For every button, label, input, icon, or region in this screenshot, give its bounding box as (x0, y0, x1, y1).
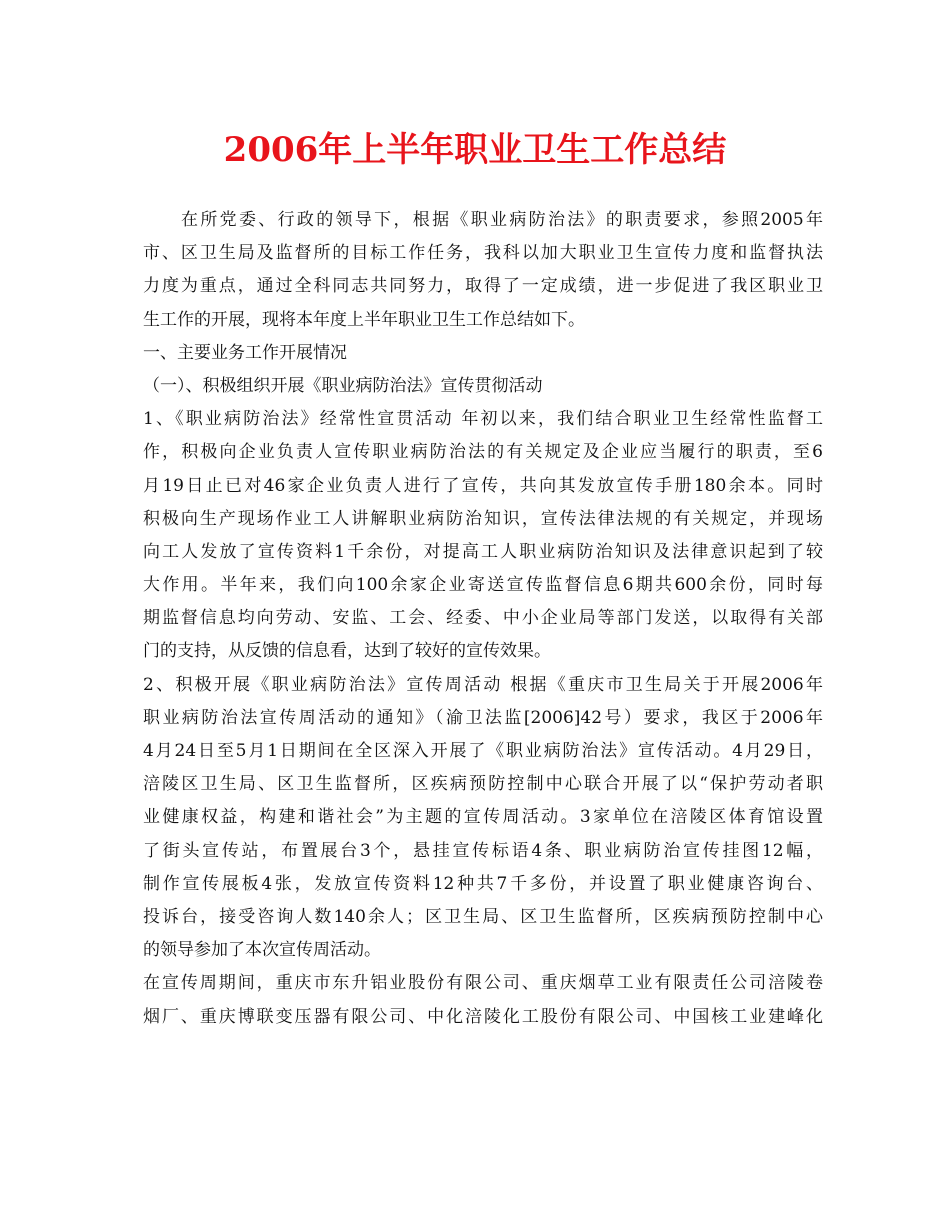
body-line: 积极向生产现场作业工人讲解职业病防治知识，宣传法律法规的有关规定，并现场 (143, 508, 823, 529)
body-line: 大作用。半年来，我们向100余家企业寄送宣传监督信息6期共600余份，同时每 (143, 575, 823, 596)
body-line: 业健康权益，构建和谐社会”为主题的宣传周活动。3家单位在涪陵区体育馆设置 (143, 807, 823, 828)
body-line: 市、区卫生局及监督所的目标工作任务，我科以加大职业卫生宣传力度和监督执法 (143, 243, 823, 264)
body-line: 2、积极开展《职业病防治法》宣传周活动 根据《重庆市卫生局关于开展2006年 (143, 674, 823, 695)
body-line: 力度为重点，通过全科同志共同努力，取得了一定成绩，进一步促进了我区职业卫 (143, 276, 823, 297)
body-line: 1、《职业病防治法》经常性宣贯活动 年初以来，我们结合职业卫生经常性监督工 (143, 409, 823, 430)
body-line: 向工人发放了宣传资料1千余份，对提高工人职业病防治知识及法律意识起到了较 (143, 541, 823, 562)
body-line: 门的支持，从反馈的信息看，达到了较好的宣传效果。 (143, 641, 551, 662)
body-line: 生工作的开展，现将本年度上半年职业卫生工作总结如下。 (143, 309, 585, 330)
body-line: 烟厂、重庆博联变压器有限公司、中化涪陵化工股份有限公司、中国核工业建峰化 (143, 1006, 823, 1027)
body-line: 了街头宣传站，布置展台3个，悬挂宣传标语4条、职业病防治宣传挂图12幅， (143, 840, 823, 861)
document-title: 2006年上半年职业卫生工作总结 (223, 130, 727, 170)
body-line: 作，积极向企业负责人宣传职业病防治法的有关规定及企业应当履行的职责，至6 (143, 442, 823, 463)
body-line: 在宣传周期间，重庆市东升铝业股份有限公司、重庆烟草工业有限责任公司涪陵卷 (143, 973, 823, 994)
body-line: 投诉台，接受咨询人数140余人；区卫生局、区卫生监督所，区疾病预防控制中心 (143, 906, 823, 927)
body-line: 涪陵区卫生局、区卫生监督所，区疾病预防控制中心联合开展了以“保护劳动者职 (143, 774, 823, 795)
body-line: 一、主要业务工作开展情况 (143, 342, 347, 363)
body-line: 期监督信息均向劳动、安监、工会、经委、中小企业局等部门发送，以取得有关部 (143, 608, 823, 629)
body-line: 的领导参加了本次宣传周活动。 (143, 940, 381, 961)
document-body (143, 204, 823, 1034)
body-line: 制作宣传展板4张，发放宣传资料12种共7千多份，并设置了职业健康咨询台、 (143, 873, 823, 894)
body-line: 职业病防治法宣传周活动的通知》（渝卫法监[2006]42号）要求，我区于2006年 (143, 707, 823, 728)
body-line: （一）、积极组织开展《职业病防治法》宣传贯彻活动 (143, 375, 543, 396)
body-line: 在所党委、行政的领导下，根据《职业病防治法》的职责要求，参照2005年 (181, 210, 823, 230)
body-line: 4月24日至5月1日期间在全区深入开展了《职业病防治法》宣传活动。4月29日， (143, 741, 823, 761)
body-line: 月19日止已对46家企业负责人进行了宣传，共向其发放宣传手册180余本。同时 (143, 475, 823, 496)
